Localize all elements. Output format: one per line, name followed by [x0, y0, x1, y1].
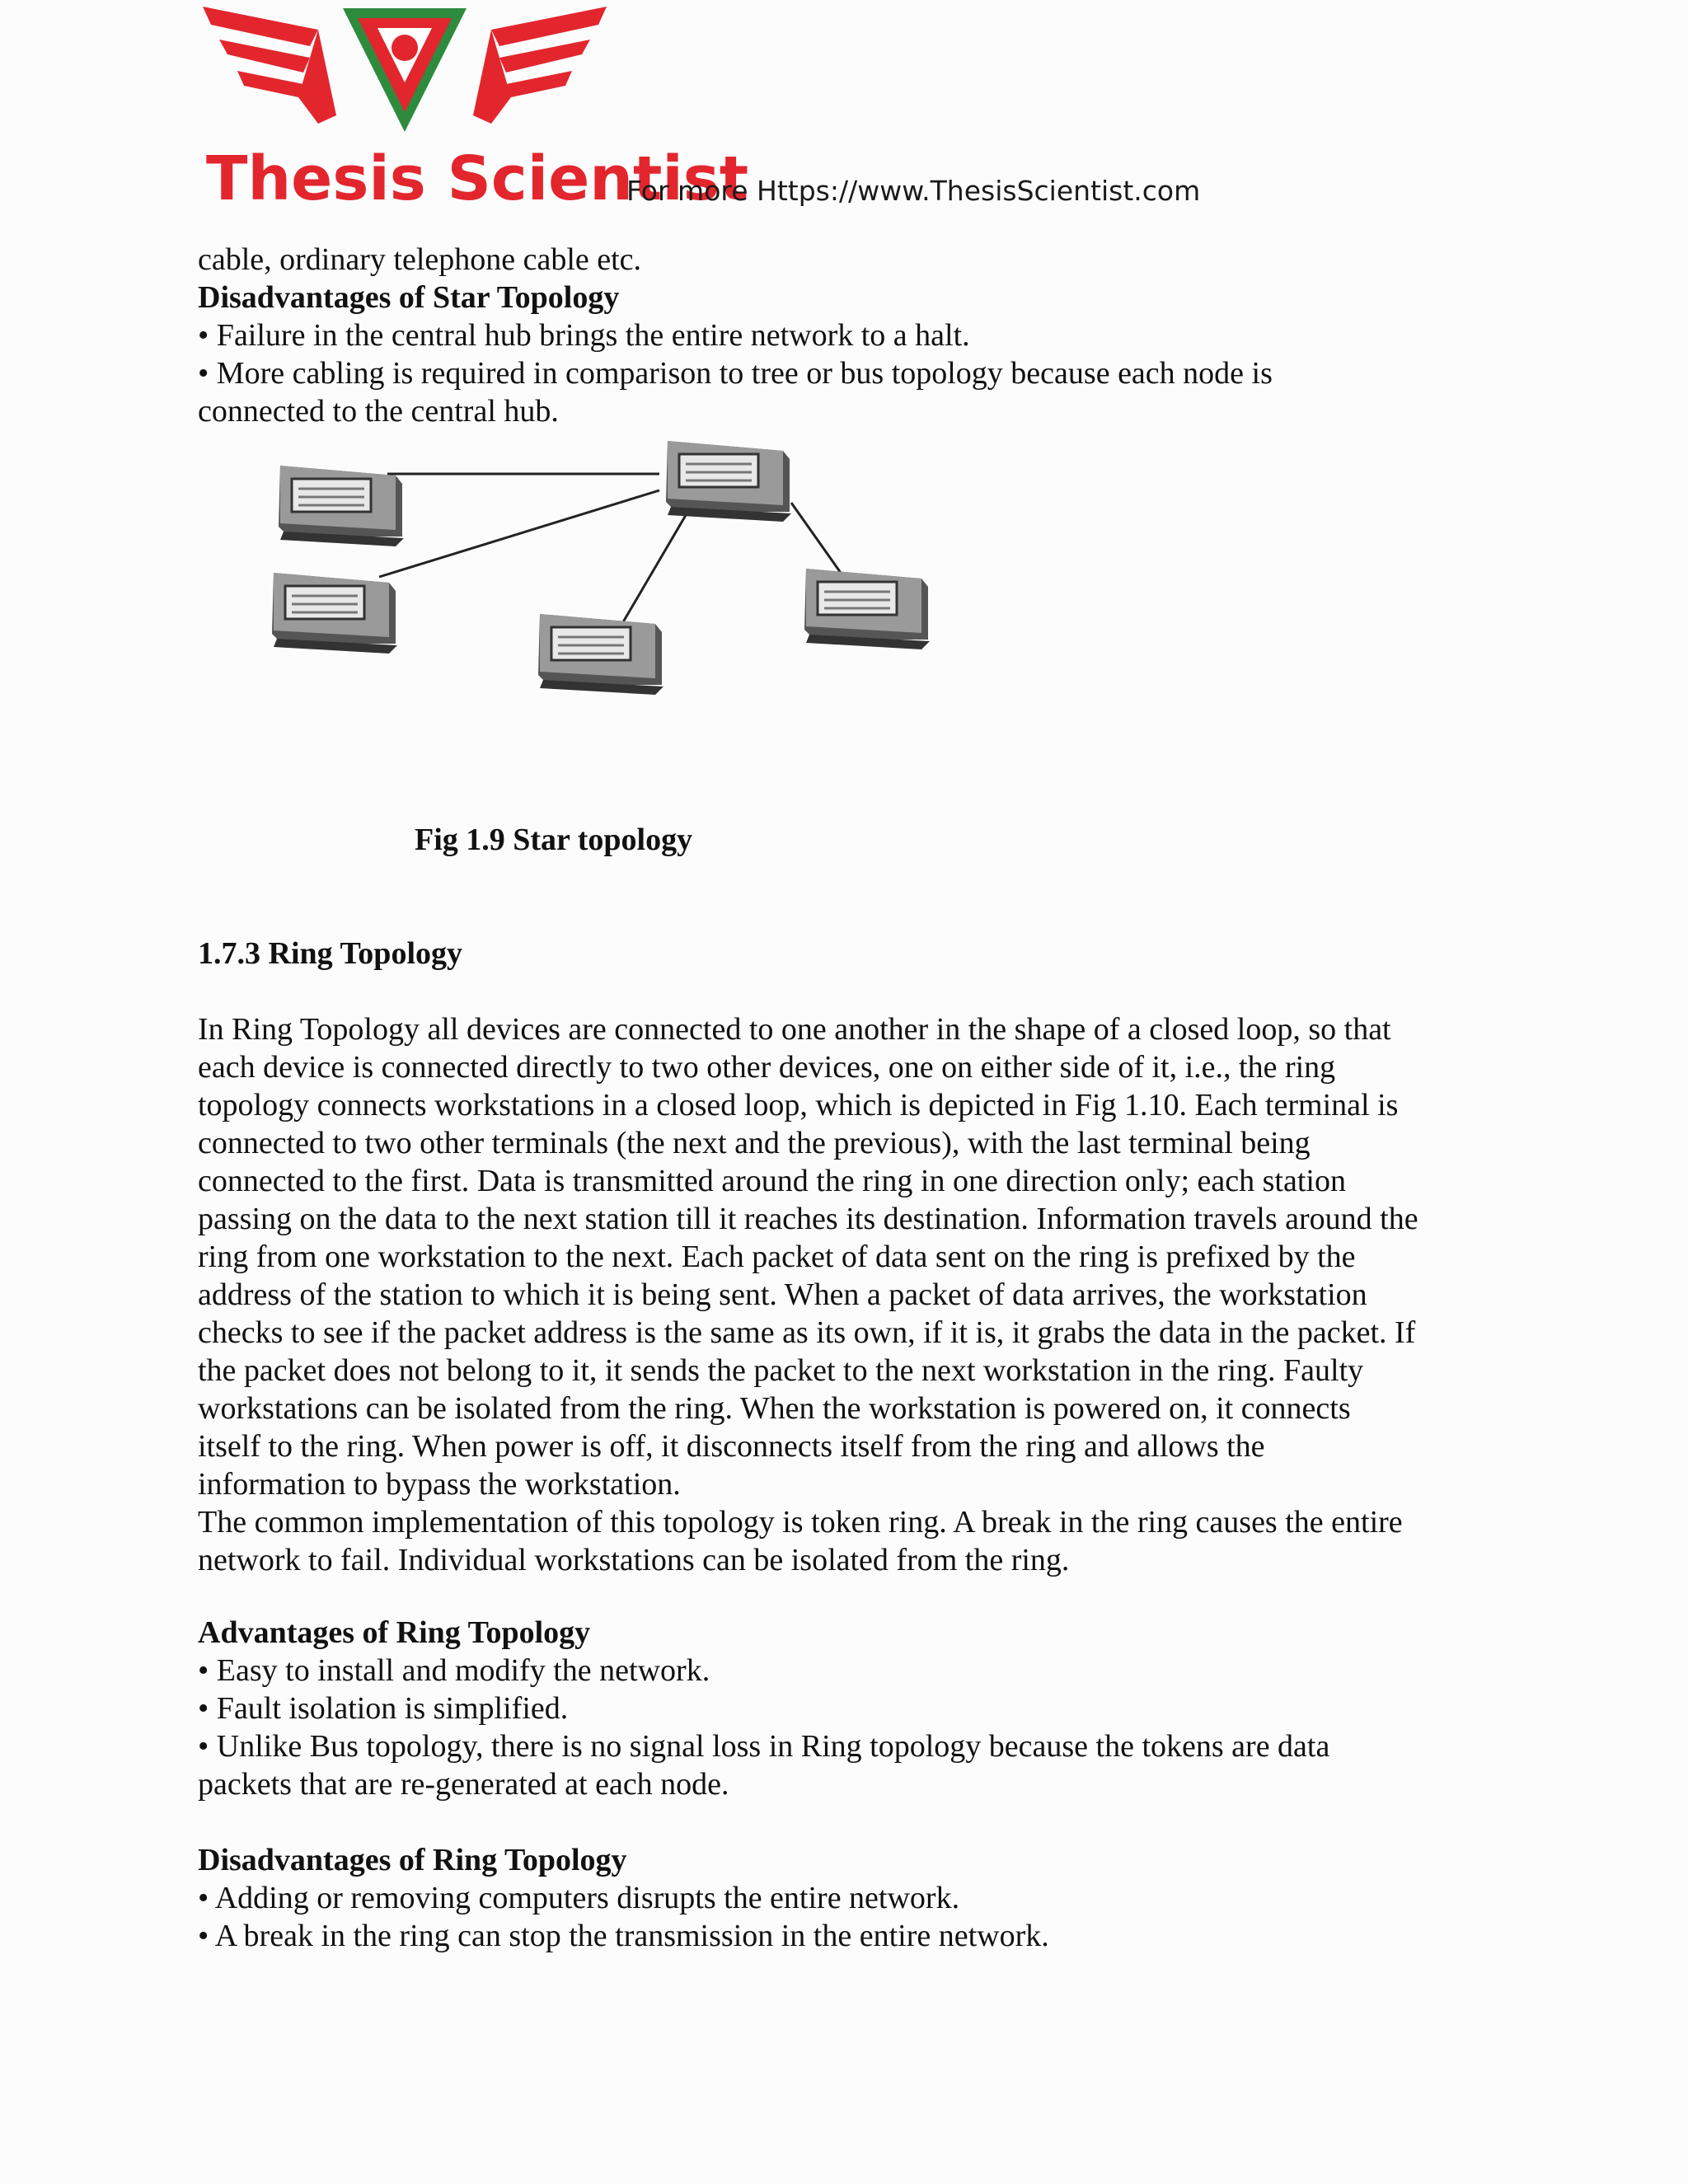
ring-disadvantage-item-1: • Adding or removing computers disrupts the entire network. [198, 1881, 960, 1915]
para-line: the packet does not belong to it, it sends the packet to the next workstation in the ring. Faulty [198, 1353, 1364, 1388]
para-line: The common implementation of this topology is token ring. A break in the ring causes the entire [198, 1505, 1403, 1540]
para-line: information to bypass the workstation. [198, 1467, 681, 1502]
continued-text-line: cable, ordinary telephone cable etc. [198, 242, 642, 277]
ring-advantage-item-3-cont: packets that are re-generated at each node. [198, 1767, 729, 1802]
para-line: address of the station to which it is being sent. When a packet of data arrives, the workstation [198, 1277, 1367, 1312]
header-website-link[interactable]: For more Https://www.ThesisScientist.com [626, 175, 1201, 207]
para-line: topology connects workstations in a closed loop, which is depicted in Fig 1.10. Each terminal is [198, 1088, 1399, 1122]
workstation-icon-2 [272, 573, 397, 654]
para-line: In Ring Topology all devices are connected to one another in the shape of a closed loop, so that [198, 1012, 1391, 1047]
para-line: connected to two other terminals (the next and the previous), with the last terminal being [198, 1126, 1311, 1160]
star-disadvantage-item-1: • Failure in the central hub brings the entire network to a halt. [198, 318, 970, 353]
ring-disadvantage-item-2: • A break in the ring can stop the transmission in the entire network. [198, 1919, 1049, 1953]
ring-advantage-item-3: • Unlike Bus topology, there is no signal loss in Ring topology because the tokens are data [198, 1729, 1330, 1764]
star-disadvantage-item-2-cont: connected to the central hub. [198, 394, 559, 429]
para-line: each device is connected directly to two other devices, one on either side of it, i.e., the ring [198, 1050, 1336, 1085]
ring-advantages-heading: Advantages of Ring Topology [198, 1615, 591, 1650]
star-disadvantage-item-2: • More cabling is required in comparison to tree or bus topology because each node is [198, 356, 1273, 391]
ring-advantage-item-2: • Fault isolation is simplified. [198, 1691, 569, 1726]
para-line: network to fail. Individual workstations can be isolated from the ring. [198, 1543, 1070, 1577]
star-topology-figure [247, 424, 973, 705]
para-line: checks to see if the packet address is the same as its own, if it is, it grabs the data in the packet. If [198, 1315, 1416, 1350]
figure-caption: Fig 1.9 Star topology [415, 823, 693, 857]
ring-advantage-item-1: • Easy to install and modify the network. [198, 1653, 710, 1688]
workstation-icon-3 [538, 614, 663, 695]
para-line: passing on the data to the next station till it reaches its destination. Information travels around the [198, 1202, 1418, 1236]
page-header [0, 0, 1688, 223]
ring-topology-heading: 1.7.3 Ring Topology [198, 936, 462, 971]
central-hub-computer-icon [666, 441, 791, 522]
para-line: connected to the first. Data is transmitted around the ring in one direction only; each station [198, 1164, 1346, 1198]
workstation-icon-1 [279, 466, 404, 546]
thesis-scientist-logo [195, 0, 749, 216]
ring-topology-paragraph [198, 1010, 1533, 1579]
ring-disadvantages-heading: Disadvantages of Ring Topology [198, 1843, 627, 1877]
para-line: workstations can be isolated from the ring. When the workstation is powered on, it connects [198, 1391, 1351, 1426]
workstation-icon-4 [804, 569, 930, 649]
para-line: ring from one workstation to the next. Each packet of data sent on the ring is prefixed by the [198, 1240, 1356, 1274]
star-disadvantages-heading: Disadvantages of Star Topology [198, 280, 620, 315]
brand-name: Thesis Scientist [206, 143, 749, 214]
para-line: itself to the ring. When power is off, it disconnects itself from the ring and allows the [198, 1429, 1265, 1464]
